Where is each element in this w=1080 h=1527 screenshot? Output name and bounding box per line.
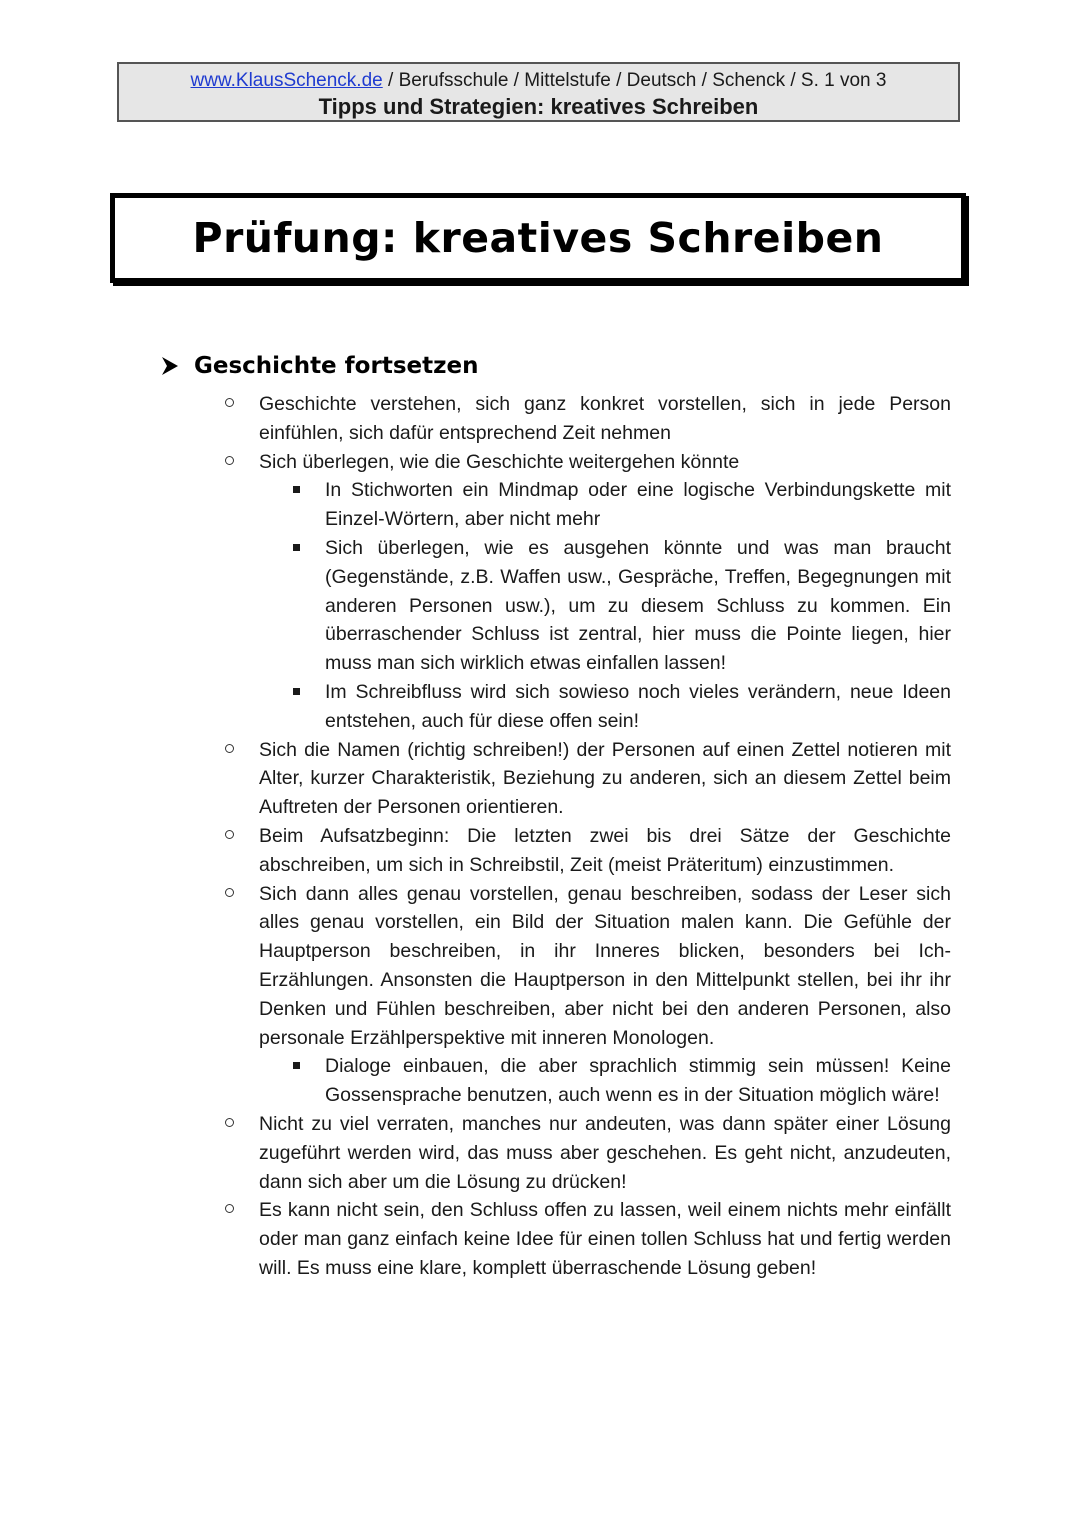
section-heading: [160, 353, 478, 379]
list-item-text: Nicht zu viel verraten, manches nur andeuten, was dann später einer Lösung zugeführt werden wird, das muss aber geschehen. Es geht nicht, anzudeuten, dann sich aber um die Lösung zu drücken!: [259, 1112, 951, 1193]
list-item: [0, 1196, 951, 1282]
page-title: Prüfung: kreatives Schreiben: [192, 214, 884, 262]
circle-bullet-icon: [225, 398, 234, 407]
title-box: [110, 193, 966, 283]
square-bullet-icon: [293, 688, 300, 695]
sub-list-item: [0, 476, 951, 534]
list-item: [0, 1110, 951, 1196]
square-bullet-icon: [293, 1062, 300, 1069]
circle-bullet-icon: [225, 1118, 234, 1127]
list-item-text: Beim Aufsatzbeginn: Die letzten zwei bis drei Sätze der Geschichte abschreiben, um sich in Schreibstil, Zeit (meist Präteritum) einzustimmen.: [259, 824, 951, 876]
sub-list-item: [0, 1052, 951, 1110]
sub-list-item: [0, 678, 951, 736]
header-breadcrumb-text: / Berufsschule / Mittelstufe / Deutsch / Schenck / S. 1 von 3: [382, 70, 887, 91]
section-title: Geschichte fortsetzen: [194, 353, 479, 379]
header-breadcrumb: [119, 69, 958, 93]
list-item: [0, 736, 951, 822]
header-subtitle: Tipps und Strategien: kreatives Schreiben: [318, 94, 759, 119]
square-bullet-icon: [293, 544, 300, 551]
arrowhead-bullet-icon: [160, 355, 180, 377]
list-item-text: Sich dann alles genau vorstellen, genau beschreiben, sodass der Leser sich alles genau vorstellen, ein Bild der Situation malen kann. Die Gefühle der Hauptperson beschreiben, in ihr Inneres blicken, besonders bei Ich-Erzählungen. Ansonsten die Hauptperson in den Mittelpunkt stellen, bei ihr ihr Denken und Fühlen beschreiben, aber nicht bei den anderen Personen, also personale Erzählperspektive mit inneren Monologen.: [259, 882, 951, 1049]
website-link[interactable]: www.KlausSchenck.de: [190, 70, 383, 91]
list-item: [0, 390, 951, 448]
circle-bullet-icon: [225, 888, 234, 897]
sub-list-item-text: Dialoge einbauen, die aber sprachlich stimmig sein müssen! Keine Gossensprache benutzen, auch wenn es in der Situation möglich wäre!: [325, 1055, 951, 1107]
circle-bullet-icon: [225, 1204, 234, 1213]
square-bullet-icon: [293, 486, 300, 493]
list-item-text: Geschichte verstehen, sich ganz konkret vorstellen, sich in jede Person einfühlen, sich dafür entsprechend Zeit nehmen: [259, 393, 951, 444]
sub-list-item-text: Sich überlegen, wie es ausgehen könnte und was man braucht (Gegenstände, z.B. Waffen usw., Gespräche, Treffen, Begegnungen mit anderen Personen usw.), um zu diesem Schluss zu kommen. Ein überraschender Schluss ist zentral, hier muss die Pointe liegen, hier muss man sich wirklich etwas einfallen lassen!: [325, 536, 951, 675]
circle-bullet-icon: [225, 830, 234, 839]
sub-list-item-text: In Stichworten ein Mindmap oder eine logische Verbindungskette mit Einzel-Wörtern, aber nicht mehr: [325, 479, 951, 531]
sub-list-item: [0, 534, 951, 678]
list-item: [0, 822, 951, 880]
list-item-text: Sich überlegen, wie die Geschichte weitergehen könnte: [259, 450, 740, 473]
sub-list-item-text: Im Schreibfluss wird sich sowieso noch vieles verändern, neue Ideen entstehen, auch für diese offen sein!: [325, 680, 951, 732]
circle-bullet-icon: [225, 456, 234, 465]
circle-bullet-icon: [225, 744, 234, 753]
bullet-list: [0, 390, 1080, 1283]
list-item: [0, 448, 951, 477]
list-item: [0, 880, 951, 1053]
page-header: [117, 62, 960, 122]
list-item-text: Sich die Namen (richtig schreiben!) der Personen auf einen Zettel notieren mit Alter, kurzer Charakteristik, Beziehung zu anderen, sich an diesem Zettel beim Auftreten der Personen orientieren.: [259, 738, 951, 819]
list-item-text: Es kann nicht sein, den Schluss offen zu lassen, weil einem nichts mehr einfällt oder man ganz einfach keine Idee für einen tollen Schluss hat und fertig werden will. Es muss eine klare, komplett überraschende Lösung geben!: [259, 1199, 951, 1279]
